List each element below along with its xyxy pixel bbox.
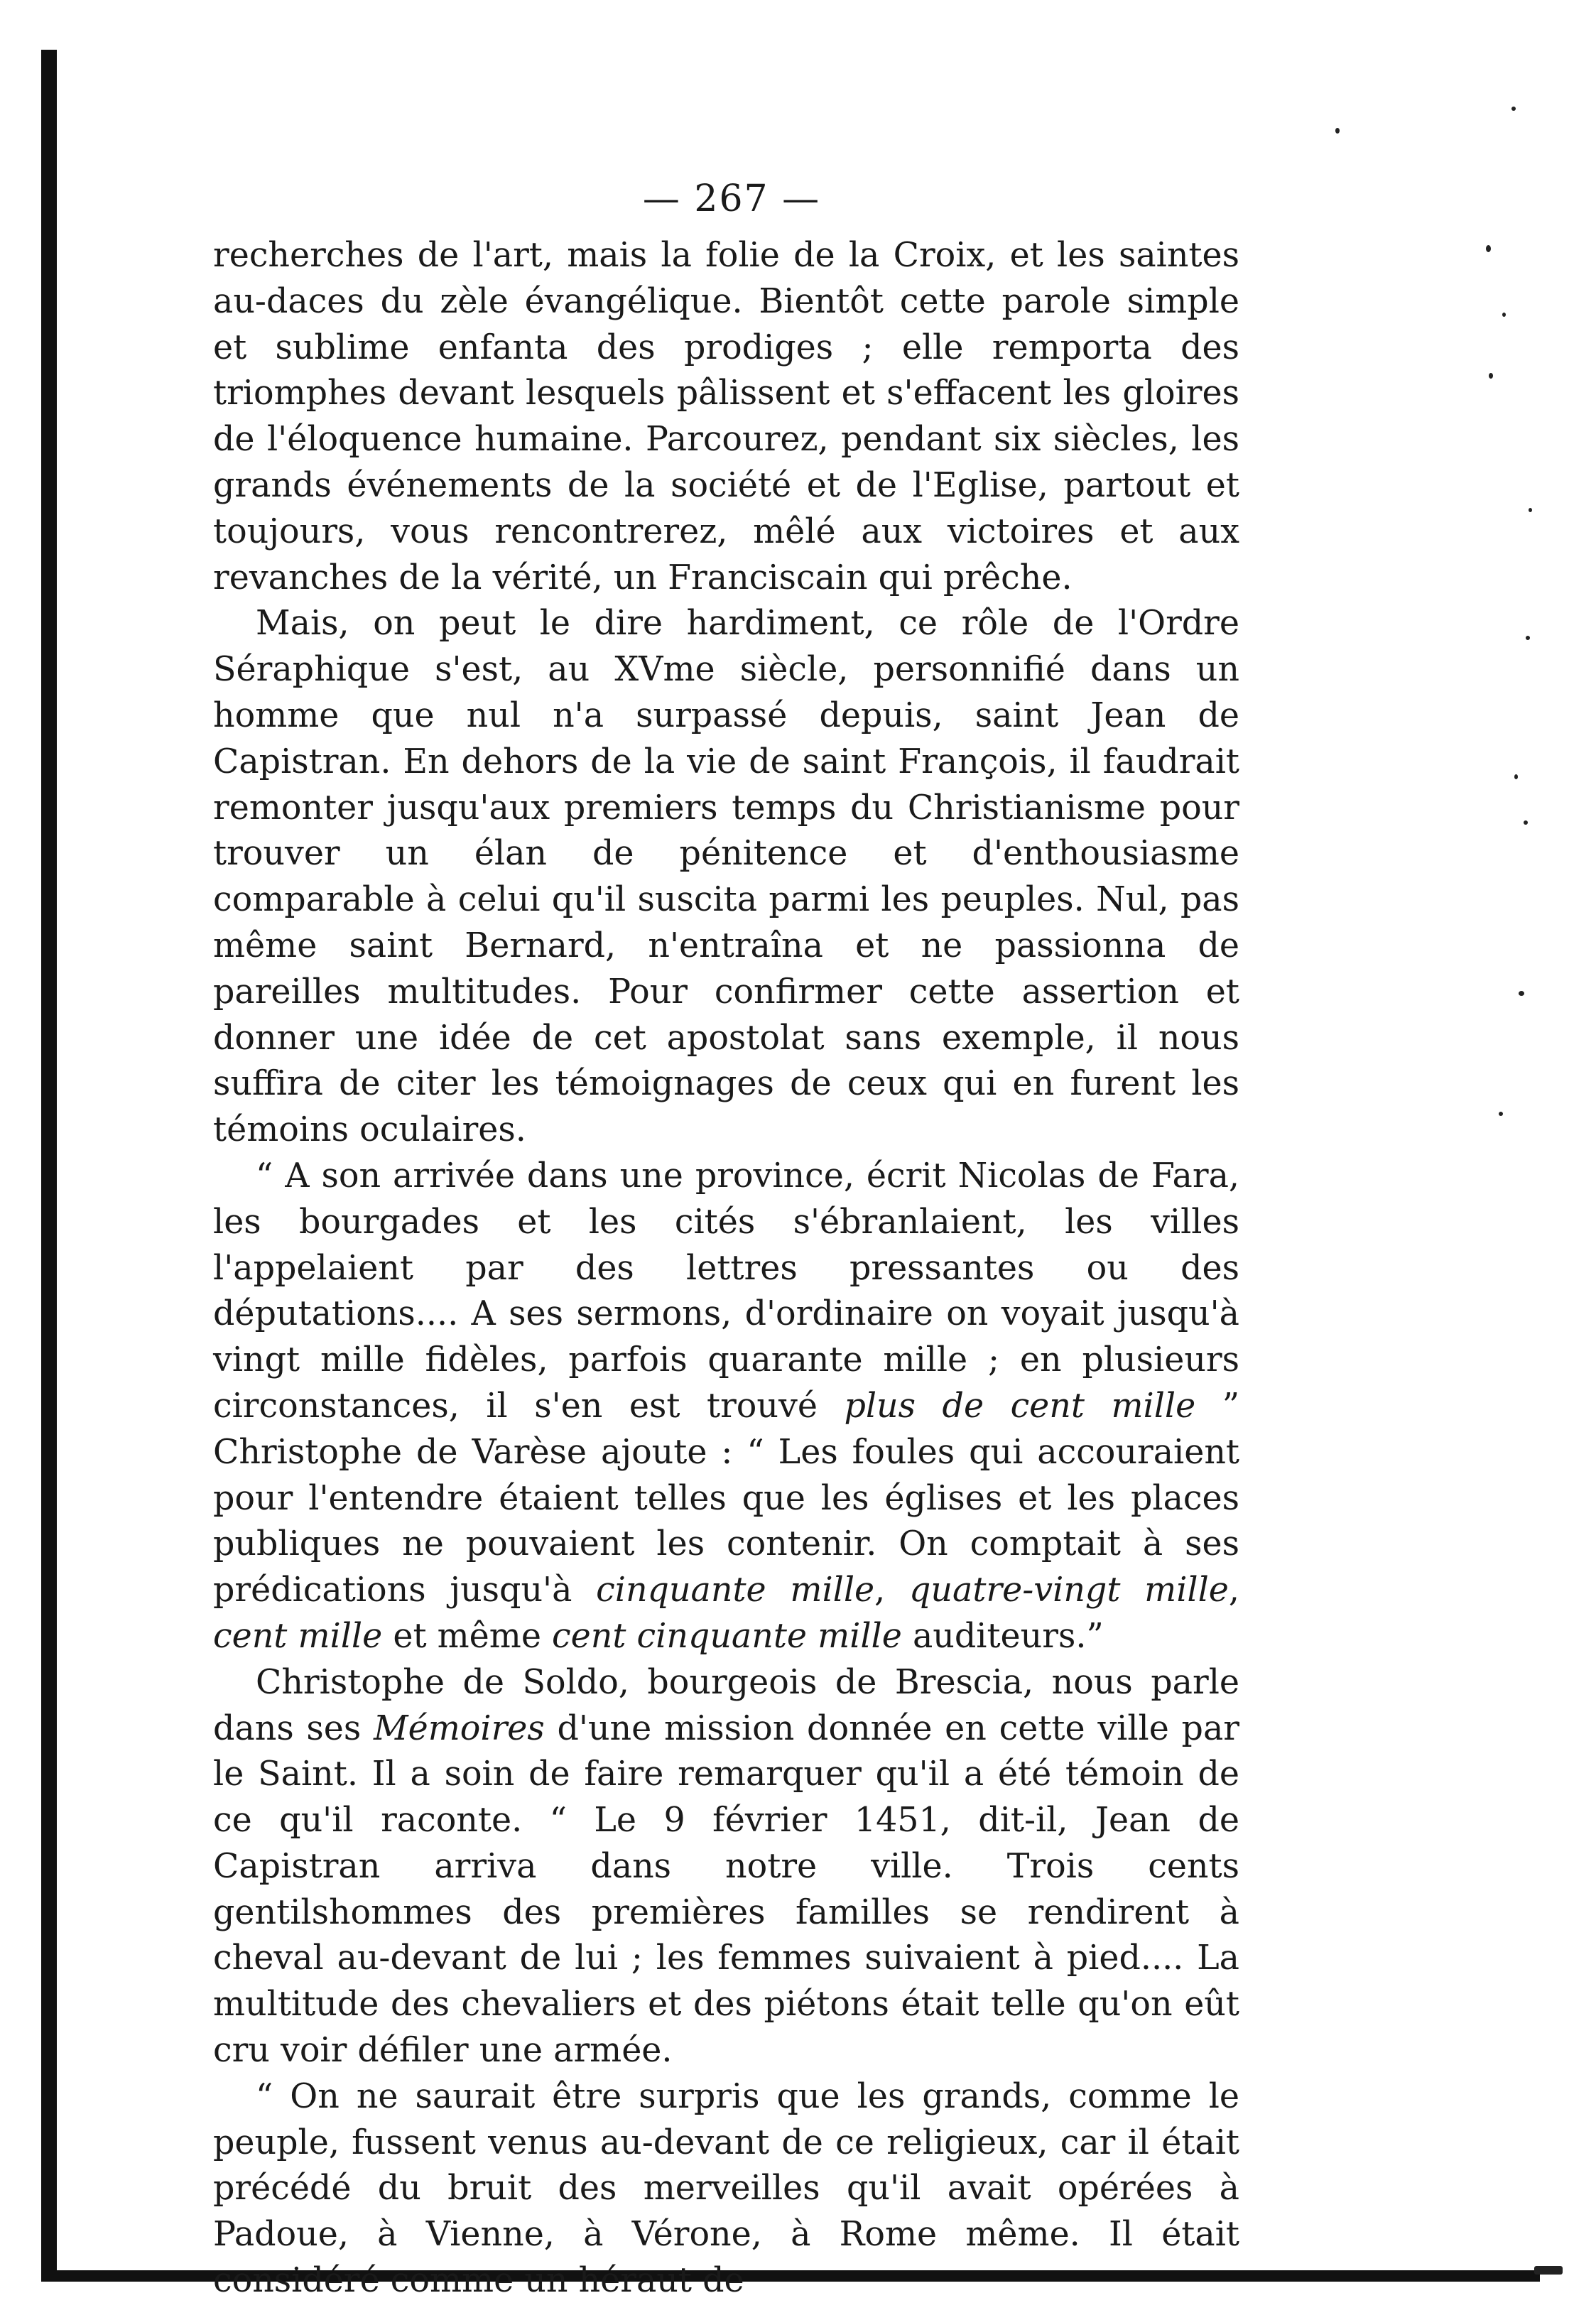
scan-speck	[1534, 2266, 1563, 2275]
page-number: — 267 —	[642, 178, 821, 220]
text-run: Christophe de Soldo, bourgeois de Brescia, nous parle dans ses	[213, 1662, 1239, 1748]
scan-speck	[1524, 820, 1528, 825]
paragraph	[213, 601, 1239, 1154]
italic-text-run: Mémoires	[374, 1708, 545, 1748]
body-text	[213, 233, 1239, 2304]
paragraph	[213, 1154, 1239, 1660]
paragraph	[213, 1660, 1239, 2074]
text-run: “ A son arrivée dans une province, écrit Nicolas de Fara, les bourgades et les cités s'ébranlaient, les villes l'appelaient par des lettres pressantes ou des députations.... A ses sermons, d'ordinaire on voyait jusqu'à vingt mille fidèles, parfois quarante mille ; en plusieurs circonstances, il s'en est trouvé	[213, 1156, 1239, 1426]
text-run: “ On ne saurait être surpris que les grands, comme le peuple, fussent venus au-devant de ce religieux, car il était précédé du bruit des merveilles qu'il avait opérées à Padoue, à Vienne, à Vérone, à Rome même. Il était considéré comme un héraut de	[213, 2076, 1239, 2301]
scan-speck	[1489, 373, 1493, 379]
text-run: Mais, on peut le dire hardiment, ce rôle de l'Ordre Séraphique s'est, au XVme siècle, personnifié dans un homme que nul n'a surpassé depuis, saint Jean de Capistran. En dehors de la vie de saint François, il faudrait remonter jusqu'aux premiers temps du Christianisme pour trouver un élan de pénitence et d'enthousiasme comparable à celui qu'il suscita parmi les peuples. Nul, pas même saint Bernard, n'entraîna et ne passionna de pareilles multitudes. Pour confirmer cette assertion et donner une idée de cet apostolat sans exemple, il nous suffira de citer les témoignages de ceux qui en furent les témoins oculaires.	[213, 604, 1239, 1150]
paragraph	[213, 233, 1239, 601]
italic-text-run: quatre-vingt mille	[909, 1571, 1229, 1610]
italic-text-run: cinquante mille	[596, 1571, 875, 1610]
scan-speck	[1502, 313, 1506, 317]
scan-speck	[1526, 636, 1530, 640]
scan-speck	[1529, 508, 1532, 512]
scan-speck	[1486, 245, 1491, 252]
text-run: recherches de l'art, mais la folie de la Croix, et les saintes au-daces du zèle évangélique. Bientôt cette parole simple et sublime enfanta des prodiges ; elle remporta des triomphes devant lesquels pâlissent et s'effacent les gloires de l'éloquence humaine. Parcourez, pendant six siècles, les grands événements de la société et de l'Eglise, partout et toujours, vous rencontrerez, mêlé aux victoires et aux revanches de la vérité, un Franciscain qui prêche.	[213, 236, 1239, 597]
scan-speck	[1335, 128, 1340, 134]
text-run: auditeurs.”	[901, 1616, 1104, 1656]
text-run: ,	[874, 1571, 910, 1610]
text-run: ” Christophe de Varèse ajoute : “ Les foules qui accouraient pour l'entendre étaient telles que les églises et les places publiques ne pouvaient les contenir. On comptait à ses prédications jusqu'à	[213, 1386, 1240, 1610]
scan-speck	[1514, 774, 1518, 779]
italic-text-run: cent mille	[213, 1616, 383, 1656]
text-run: d'une mission donnée en cette ville par le Saint. Il a soin de faire remarquer qu'il a été témoin de ce qu'il raconte. “ Le 9 février 1451, dit-il, Jean de Capistran arriva dans notre ville. Trois cents gentilshommes des premières familles se rendirent à cheval au-devant de lui ; les femmes suivaient à pied.... La multitude des chevaliers et des piétons était telle qu'on eût cru voir défiler une armée.	[213, 1708, 1239, 2071]
italic-text-run: cent cinquante mille	[552, 1616, 902, 1656]
text-run: et même	[382, 1616, 553, 1656]
italic-text-run: plus de cent mille	[844, 1386, 1196, 1426]
scan-speck	[1499, 1112, 1503, 1116]
scan-speck	[1511, 107, 1516, 111]
page-binding-edge	[41, 50, 57, 2280]
paragraph	[213, 2074, 1239, 2304]
scan-speck	[1519, 991, 1524, 996]
text-run: ,	[1228, 1571, 1239, 1610]
